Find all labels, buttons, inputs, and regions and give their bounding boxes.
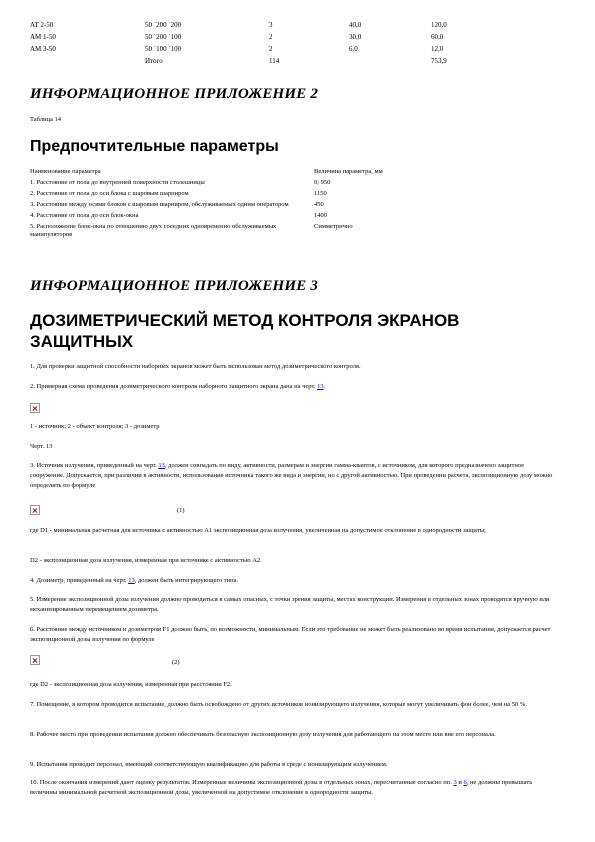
formula-1-explanation: где D1 - минимальная расчетная для источника с активностью A1 экспозиционная доза излучения, увеличенная на допустимое отклонение в однородности защиты; bbox=[30, 527, 486, 534]
table-row bbox=[30, 190, 434, 201]
paragraph-10 bbox=[30, 778, 560, 798]
table-row bbox=[30, 212, 434, 223]
table-row bbox=[30, 201, 434, 212]
clause-3-link[interactable]: 3 bbox=[453, 779, 457, 786]
dosimetric-method-title: ДОЗИМЕТРИЧЕСКИЙ МЕТОД КОНТРОЛЯ ЭКРАНОВ ЗАЩИТНЫХ bbox=[30, 311, 460, 351]
broken-image-icon bbox=[30, 655, 40, 665]
param-name: 4. Расстояние от пола до оси блок-окна bbox=[30, 212, 139, 219]
parameters-table bbox=[30, 168, 434, 242]
figure-13-link[interactable]: 13 bbox=[317, 383, 324, 390]
formula-2-explanation: где D2 - экспозиционная доза излучения, измеренная при расстоянии F2. bbox=[30, 681, 232, 688]
paragraph-5: 5. Измерение экспозиционной дозы излучения должно проводиться в самых опасных, с точки зрения защиты, местах конструкции. Измерения в отдельных зонах проводятся вручную или механизированным перемещением дозиметра. bbox=[30, 596, 550, 613]
cell-qty: 2 bbox=[269, 45, 273, 53]
cell-size: 50 ˙200 ˙200 bbox=[145, 21, 182, 29]
figure-legend: 1 - источник; 2 - объект контроля; 3 - дозиметр bbox=[30, 423, 160, 430]
paragraph-2 bbox=[30, 382, 560, 392]
param-value: 1400 bbox=[314, 212, 327, 219]
cell-type bbox=[30, 57, 145, 69]
paragraph-text: , не должны превышать величины минимальной расчетной экспозиционной дозы, увеличенной на допустимое отклонение в однородности защиты. bbox=[30, 779, 533, 796]
cell-type: АТ 2-50 bbox=[30, 21, 54, 29]
column-header: Наименование параметра bbox=[30, 168, 101, 175]
cell-total: 753,9 bbox=[431, 57, 447, 65]
d2-explanation: D2 - экспозиционная доза излучения, измеренная при источнике с активностью A2. bbox=[30, 557, 262, 564]
cell-qty: 114 bbox=[269, 57, 280, 65]
param-value: Симметрично bbox=[314, 223, 353, 230]
clause-6-link[interactable]: 6 bbox=[463, 779, 467, 786]
paragraph-text: 10. После окончания измерений дают оценку результатов. Измеренные величины экспозиционной дозы в отдельных зонах, пересчитанные согласно пп. bbox=[30, 779, 454, 786]
table-label: Таблица 14 bbox=[30, 116, 62, 123]
param-value: 1150 bbox=[314, 190, 327, 197]
appendix-2-heading: ИНФОРМАЦИОННОЕ ПРИЛОЖЕНИЕ 2 bbox=[30, 86, 319, 102]
table-row-total bbox=[30, 57, 491, 69]
cell-type: АМ 1-50 bbox=[30, 33, 56, 41]
paragraph-7: 7. Помещение, в котором проводится испытание, должно быть освобождено от других источников ионизирующего излучения, которые могут увеличивать фон более, чем на 50 %. bbox=[30, 701, 527, 708]
cell-qty: 2 bbox=[269, 33, 273, 41]
paragraph-8: 8. Рабочее место при проведении испытания должно обеспечивать безопасную экспозиционную дозу излучения для работающего на этом месте или вне его персонала. bbox=[30, 731, 496, 738]
paragraph-text: 3. Источник излучения, приведенный на черт. bbox=[30, 462, 159, 469]
cell-total: 12,0 bbox=[431, 45, 444, 53]
cell-mass: 6,0 bbox=[349, 45, 358, 53]
param-name: 3. Расстояние между осями блоков с шаровым шарниром, обслуживаемых одним оператором bbox=[30, 201, 289, 208]
figure-caption: Черт. 13 bbox=[30, 443, 53, 450]
paragraph-4 bbox=[30, 576, 560, 586]
param-value: 0; 950 bbox=[314, 179, 331, 186]
paragraph-text: 4. Дозиметр, приведенный на черт. bbox=[30, 577, 129, 584]
paragraph-text: . bbox=[323, 383, 326, 390]
cell-size: 50 ˙100 ˙100 bbox=[145, 45, 182, 53]
cell-mass: 30,0 bbox=[349, 33, 362, 41]
table-header-row bbox=[30, 168, 434, 179]
cell-total: 120,0 bbox=[431, 21, 447, 29]
table-row bbox=[30, 33, 491, 45]
table-row bbox=[30, 45, 491, 57]
cell-qty: 3 bbox=[269, 21, 273, 29]
broken-image-icon bbox=[30, 403, 40, 413]
cell-type: АМ 3-50 bbox=[30, 45, 56, 53]
bill-of-materials-table bbox=[30, 21, 491, 69]
preferred-params-title: Предпочтительные параметры bbox=[30, 138, 279, 155]
paragraph-1: 1. Для проверки защитной способности наборных экранов может быть использован метод дозиметрического контроля. bbox=[30, 363, 361, 370]
paragraph-3 bbox=[30, 461, 560, 491]
figure-13-link[interactable]: 13 bbox=[158, 462, 165, 469]
table-row bbox=[30, 223, 434, 242]
broken-image-icon bbox=[30, 505, 40, 515]
column-header: Величина параметра, мм bbox=[314, 168, 383, 175]
param-value: 450 bbox=[314, 201, 324, 208]
paragraph-text: 2. Примерная схема проведения дозиметрического контроля наборного защитного экрана дана на черт. bbox=[30, 383, 318, 390]
table-row bbox=[30, 21, 491, 33]
cell-size: 50 ˙200 ˙100 bbox=[145, 33, 182, 41]
cell-mass: 40,0 bbox=[349, 21, 362, 29]
formula-number: (2) bbox=[172, 659, 180, 666]
paragraph-6: 6. Расстояние между источником и дозиметром F1 должно быть, по возможности, минимальным. Если это требование не может быть реализовано во время испытания, допускается расчет экспозиционной дозы излучения по формуле bbox=[30, 626, 551, 643]
param-name: 5. Расположение блок-окна по отношению двух соседних одновременно обслуживаемых манипуляторов bbox=[30, 223, 277, 238]
appendix-3-heading: ИНФОРМАЦИОННОЕ ПРИЛОЖЕНИЕ 3 bbox=[30, 278, 319, 294]
param-name: 2. Расстояние от пола до оси блока с шаровым шарниром bbox=[30, 190, 189, 197]
cell-mass bbox=[349, 57, 431, 69]
paragraph-text: , должен совпадать по виду, активности, размерам и энергии гамма-квантов, с источником, для которого предназначено защитное сооружение. Допускается, при различии в активности, использование источника такого же вида и энергии, но с другой активностью. При проведении расчета, экспозиционную дозу можно определить по формуле bbox=[30, 462, 553, 489]
formula-number: (1) bbox=[177, 507, 185, 514]
param-name: 1. Расстояние от пола до внутренней поверхности столешницы bbox=[30, 179, 205, 186]
table-row bbox=[30, 179, 434, 190]
paragraph-text: , должен быть интегрирующего типа. bbox=[134, 577, 239, 584]
cell-total: 60,0 bbox=[431, 33, 444, 41]
paragraph-text: и bbox=[456, 779, 464, 786]
paragraph-9: 9. Испытания проводит персонал, имеющий соответствующую квалификацию для работы в среде с ионизирующим излучением. bbox=[30, 761, 388, 768]
figure-13-link[interactable]: 13 bbox=[128, 577, 135, 584]
cell-total-label: Итого bbox=[145, 57, 163, 65]
